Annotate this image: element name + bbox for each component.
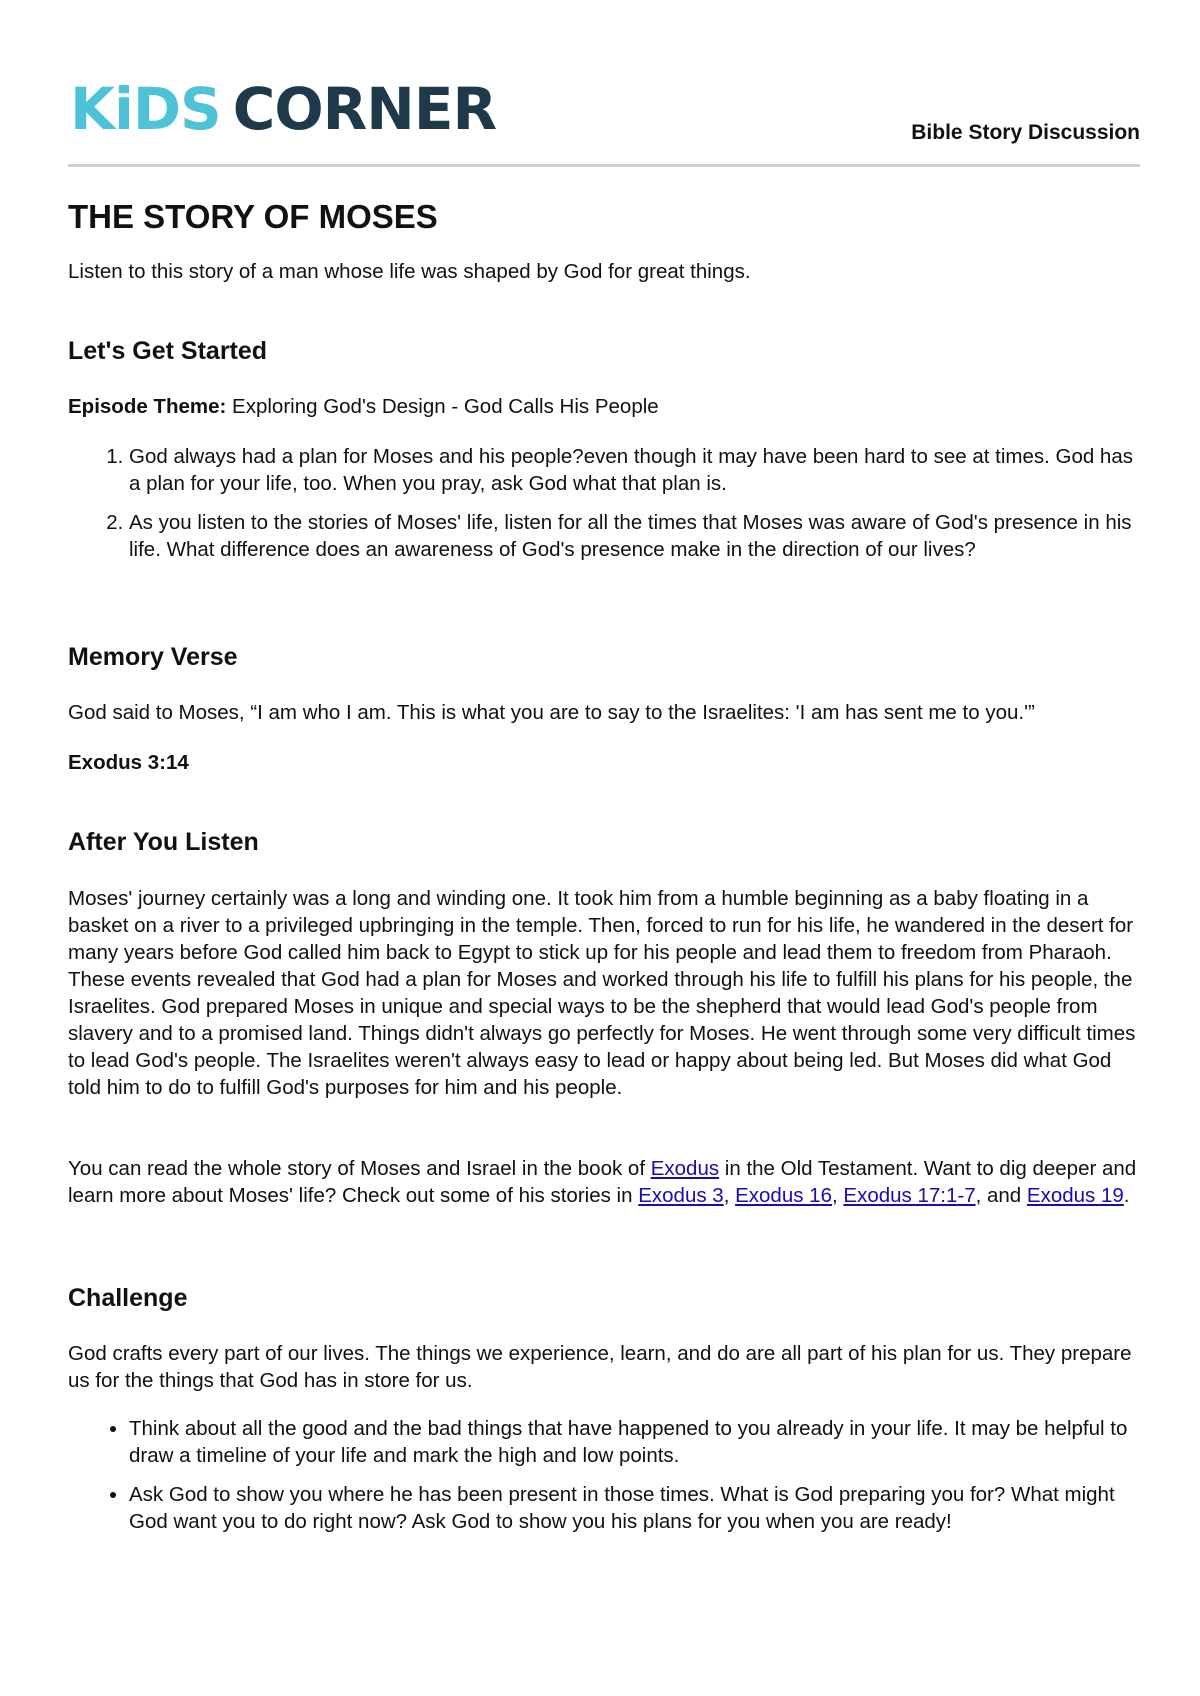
exodus-19-link[interactable]: Exodus 19 <box>1026 1184 1124 1207</box>
episode-theme <box>68 393 1140 420</box>
episode-theme-label: Episode Theme: <box>68 395 227 418</box>
separator: , <box>723 1184 736 1207</box>
section-heading-get-started: Let's Get Started <box>68 337 268 365</box>
intro-text: Listen to this story of a man whose life was shaped by God for great things. <box>68 260 751 283</box>
kids-corner-logo <box>70 75 497 143</box>
separator: , and <box>975 1184 1027 1207</box>
list-item: • Ask God to show you where he has been present in those times. What is God preparing you for? What might God want you to do right now? Ask God to show you his plans for you when you are ready! <box>129 1481 1140 1535</box>
exodus-16-link[interactable]: Exodus 16 <box>735 1184 832 1207</box>
page-header <box>68 0 1140 167</box>
list-item: • Think about all the good and the bad things that have happened to you already in your life. It may be helpful to draw a timeline of your life and mark the high and low points. <box>129 1415 1140 1469</box>
challenge-list <box>68 1415 1140 1547</box>
document-page <box>68 0 1140 1533</box>
page-title: THE STORY OF MOSES <box>68 198 438 235</box>
read-more-text: in the Old Testament. Want to dig deeper and learn more about Moses' life? Check out some of his stories in <box>68 1157 1137 1207</box>
read-more-paragraph <box>68 1155 1140 1209</box>
memory-verse-reference: Exodus 3:14 <box>68 751 189 774</box>
episode-theme-value: Exploring God's Design - God Calls His People <box>232 395 659 418</box>
logo-kids-text: KiDS <box>70 75 221 143</box>
list-item: 2. As you listen to the stories of Moses' life, listen for all the times that Moses was aware of God's presence in his life. What difference does an awareness of God's presence make in the direction of our lives? <box>129 509 1140 563</box>
logo-corner-text: CORNER <box>232 75 497 143</box>
after-listen-paragraph: Moses' journey certainly was a long and winding one. It took him from a humble beginning as a baby floating in a basket on a river to a privileged upbringing in the temple. Then, forced to run for his life, he wandered in the desert for many years before God called him back to Egypt to stick up for his people and lead them to freedom from Pharaoh. These events revealed that God had a plan for Moses and worked through his life to fulfill his plans for his people, the Israelites. God prepared Moses in unique and special ways to be the shepherd that would lead God's people from slavery and to a promised land. Things didn't always go perfectly for Moses. He went through some very difficult times to lead God's people. The Israelites weren't always easy to lead or happy about being led. But Moses did what God told him to do to fulfill God's purposes for him and his people. <box>68 887 1136 1099</box>
separator: , <box>831 1184 844 1207</box>
period: . <box>1123 1184 1130 1207</box>
exodus-link[interactable]: Exodus <box>650 1157 720 1180</box>
exodus-17-link[interactable]: Exodus 17:1-7 <box>843 1184 976 1207</box>
exodus-3-link[interactable]: Exodus 3 <box>638 1184 724 1207</box>
section-heading-after-you-listen: After You Listen <box>68 828 259 856</box>
get-started-list <box>68 443 1140 575</box>
memory-verse-text: God said to Moses, “I am who I am. This is what you are to say to the Israelites: 'I am has sent me to you.'” <box>68 701 1035 724</box>
read-more-text: You can read the whole story of Moses and Israel in the book of <box>68 1157 651 1180</box>
section-heading-memory-verse: Memory Verse <box>68 643 238 671</box>
challenge-paragraph: God crafts every part of our lives. The things we experience, learn, and do are all part of his plan for us. They prepare us for the things that God has in store for us. <box>68 1342 1132 1392</box>
list-item: 1. God always had a plan for Moses and his people?even though it may have been hard to see at times. God has a plan for your life, too. When you pray, ask God what that plan is. <box>129 443 1140 497</box>
header-label: Bible Story Discussion <box>911 121 1140 144</box>
section-heading-challenge: Challenge <box>68 1284 188 1312</box>
